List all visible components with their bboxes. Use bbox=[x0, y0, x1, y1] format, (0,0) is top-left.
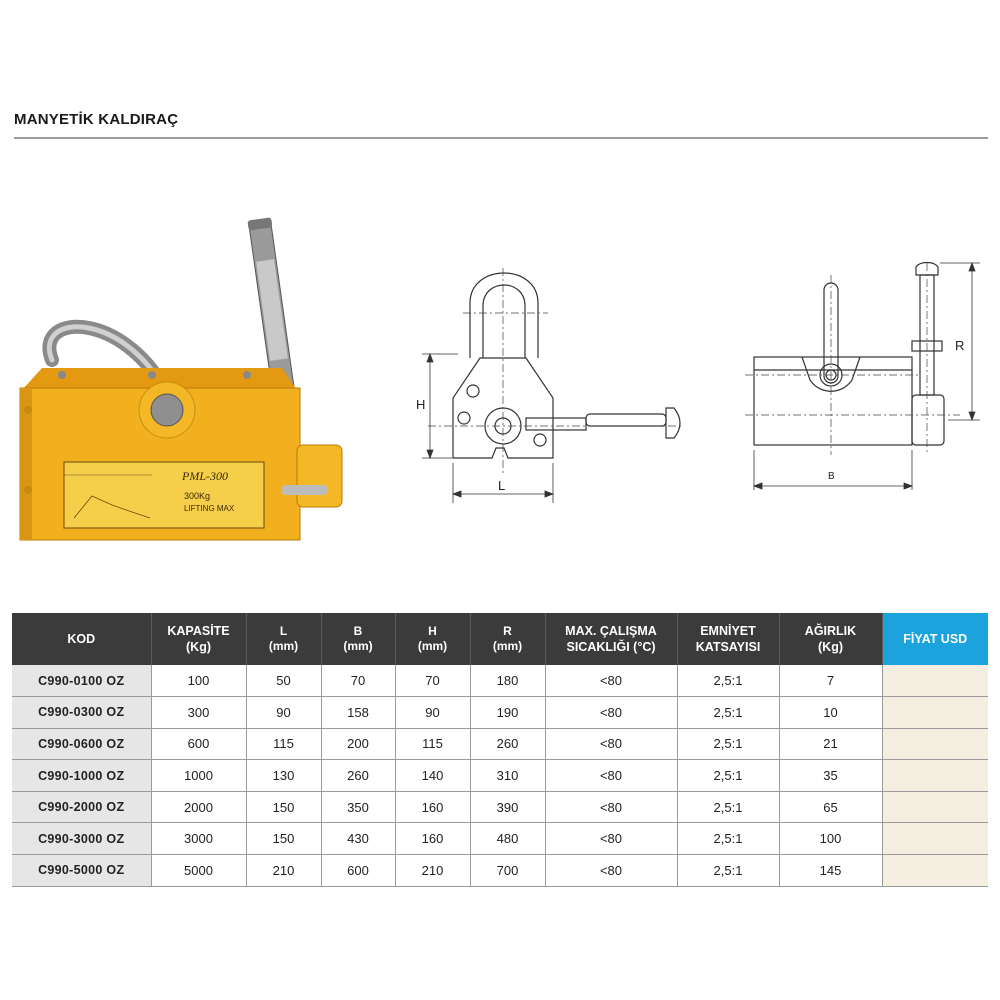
cell-b: 600 bbox=[321, 855, 395, 887]
cell-l: 150 bbox=[246, 823, 321, 855]
cell-b: 430 bbox=[321, 823, 395, 855]
dimension-l-label: L bbox=[498, 478, 506, 493]
col-header-emniyet: EMNİYET KATSAYISI bbox=[677, 613, 779, 665]
cell-h: 140 bbox=[395, 760, 470, 792]
plate-model-text: PML-300 bbox=[182, 469, 228, 483]
cell-r: 390 bbox=[470, 791, 545, 823]
cell-agirlik: 21 bbox=[779, 728, 882, 760]
cell-r: 480 bbox=[470, 823, 545, 855]
page-title: MANYETİK KALDIRAÇ bbox=[14, 111, 179, 128]
cell-r: 260 bbox=[470, 728, 545, 760]
plate-lifting-text: LIFTING MAX bbox=[184, 504, 235, 513]
cell-emniyet: 2,5:1 bbox=[677, 665, 779, 697]
cell-temp: <80 bbox=[545, 855, 677, 887]
cell-r: 190 bbox=[470, 697, 545, 729]
cell-agirlik: 35 bbox=[779, 760, 882, 792]
cell-kapasite: 100 bbox=[151, 665, 246, 697]
cell-h: 160 bbox=[395, 791, 470, 823]
col-header-kapasite: KAPASİTE (Kg) bbox=[151, 613, 246, 665]
col-header-kod: KOD bbox=[12, 613, 151, 665]
cell-emniyet: 2,5:1 bbox=[677, 791, 779, 823]
cell-h: 90 bbox=[395, 697, 470, 729]
cell-l: 115 bbox=[246, 728, 321, 760]
table-header-row bbox=[12, 613, 988, 665]
cell-b: 350 bbox=[321, 791, 395, 823]
dimension-b-label: B bbox=[828, 471, 835, 482]
cell-h: 160 bbox=[395, 823, 470, 855]
front-view-diagram bbox=[408, 258, 698, 508]
cell-fiyat bbox=[882, 728, 988, 760]
cell-r: 180 bbox=[470, 665, 545, 697]
cell-agirlik: 145 bbox=[779, 855, 882, 887]
cell-b: 70 bbox=[321, 665, 395, 697]
cell-kapasite: 2000 bbox=[151, 791, 246, 823]
cell-fiyat bbox=[882, 665, 988, 697]
cell-r: 700 bbox=[470, 855, 545, 887]
cell-fiyat bbox=[882, 697, 988, 729]
cell-agirlik: 10 bbox=[779, 697, 882, 729]
cell-agirlik: 7 bbox=[779, 665, 882, 697]
cell-kod: C990-2000 OZ bbox=[12, 791, 151, 823]
col-header-fiyat: FİYAT USD bbox=[882, 613, 988, 665]
col-header-r: R (mm) bbox=[470, 613, 545, 665]
cell-r: 310 bbox=[470, 760, 545, 792]
cell-b: 158 bbox=[321, 697, 395, 729]
cell-emniyet: 2,5:1 bbox=[677, 823, 779, 855]
cell-kapasite: 300 bbox=[151, 697, 246, 729]
cell-kod: C990-0600 OZ bbox=[12, 728, 151, 760]
dimension-r-label: R bbox=[955, 338, 965, 353]
cell-temp: <80 bbox=[545, 823, 677, 855]
cell-h: 115 bbox=[395, 728, 470, 760]
col-header-agirlik: AĞIRLIK (Kg) bbox=[779, 613, 882, 665]
cell-emniyet: 2,5:1 bbox=[677, 728, 779, 760]
cell-l: 90 bbox=[246, 697, 321, 729]
cell-kapasite: 600 bbox=[151, 728, 246, 760]
table-row bbox=[12, 665, 988, 697]
cell-fiyat bbox=[882, 823, 988, 855]
cell-l: 50 bbox=[246, 665, 321, 697]
cell-temp: <80 bbox=[545, 760, 677, 792]
cell-emniyet: 2,5:1 bbox=[677, 760, 779, 792]
table-row bbox=[12, 760, 988, 792]
cell-h: 70 bbox=[395, 665, 470, 697]
cell-kapasite: 5000 bbox=[151, 855, 246, 887]
cell-fiyat bbox=[882, 855, 988, 887]
plate-capacity-text: 300Kg bbox=[184, 491, 211, 501]
cell-agirlik: 65 bbox=[779, 791, 882, 823]
cell-kod: C990-1000 OZ bbox=[12, 760, 151, 792]
col-header-h: H (mm) bbox=[395, 613, 470, 665]
cell-agirlik: 100 bbox=[779, 823, 882, 855]
cell-emniyet: 2,5:1 bbox=[677, 697, 779, 729]
side-view-diagram bbox=[740, 255, 990, 495]
table-row bbox=[12, 823, 988, 855]
cell-l: 210 bbox=[246, 855, 321, 887]
cell-temp: <80 bbox=[545, 665, 677, 697]
spec-table bbox=[12, 613, 988, 887]
cell-b: 200 bbox=[321, 728, 395, 760]
cell-l: 150 bbox=[246, 791, 321, 823]
table-row bbox=[12, 791, 988, 823]
cell-temp: <80 bbox=[545, 791, 677, 823]
cell-b: 260 bbox=[321, 760, 395, 792]
col-header-max-temp: MAX. ÇALIŞMA SICAKLIĞI (°C) bbox=[545, 613, 677, 665]
col-header-b: B (mm) bbox=[321, 613, 395, 665]
cell-kod: C990-0100 OZ bbox=[12, 665, 151, 697]
cell-kod: C990-0300 OZ bbox=[12, 697, 151, 729]
cell-kod: C990-5000 OZ bbox=[12, 855, 151, 887]
product-photo bbox=[12, 200, 352, 545]
cell-l: 130 bbox=[246, 760, 321, 792]
cell-fiyat bbox=[882, 791, 988, 823]
dimension-h-label: H bbox=[416, 397, 426, 412]
label-plate bbox=[64, 462, 264, 528]
cell-fiyat bbox=[882, 760, 988, 792]
table-row bbox=[12, 728, 988, 760]
cell-temp: <80 bbox=[545, 697, 677, 729]
cell-kapasite: 1000 bbox=[151, 760, 246, 792]
table-row bbox=[12, 855, 988, 887]
cell-kod: C990-3000 OZ bbox=[12, 823, 151, 855]
cell-emniyet: 2,5:1 bbox=[677, 855, 779, 887]
table-row bbox=[12, 697, 988, 729]
cell-temp: <80 bbox=[545, 728, 677, 760]
title-divider bbox=[14, 137, 988, 139]
cell-h: 210 bbox=[395, 855, 470, 887]
col-header-l: L (mm) bbox=[246, 613, 321, 665]
cell-kapasite: 3000 bbox=[151, 823, 246, 855]
